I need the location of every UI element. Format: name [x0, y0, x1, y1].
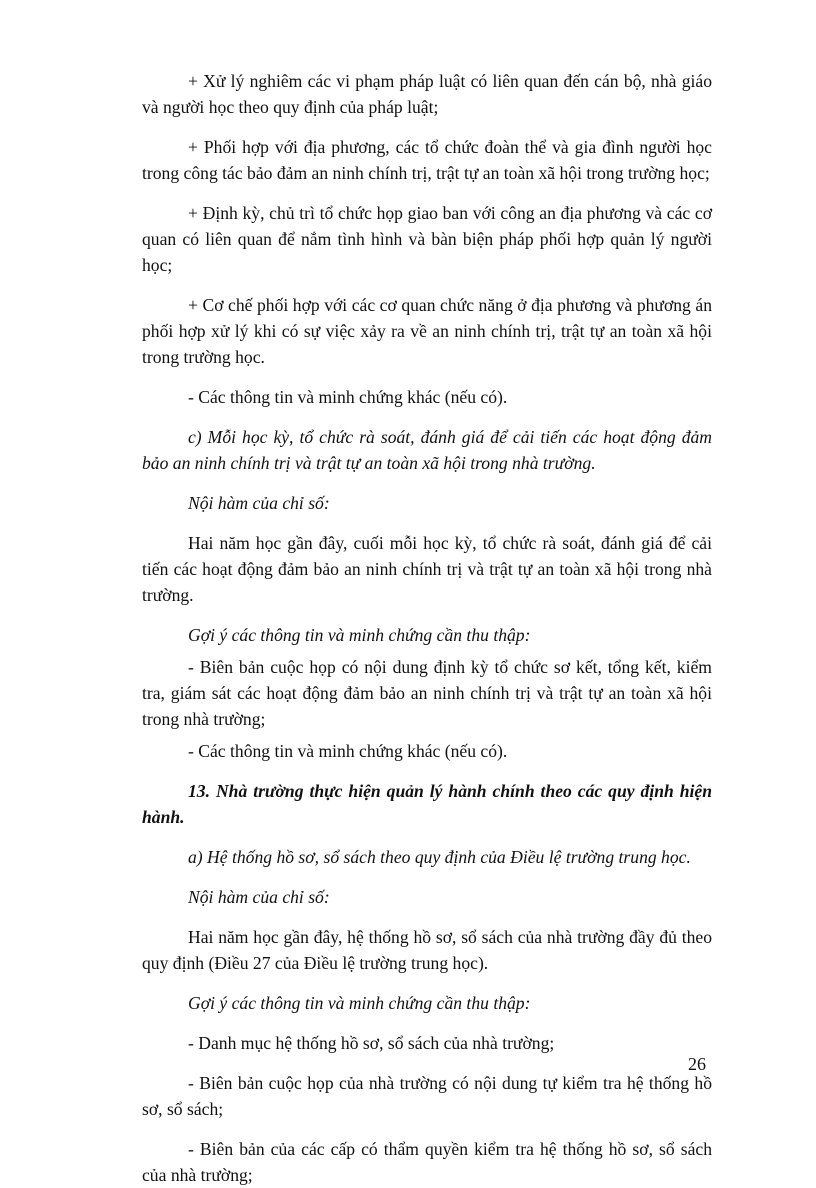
- criterion-c-heading: c) Mỗi học kỳ, tổ chức rà soát, đánh giá để cải tiến các hoạt động đảm bảo an ninh chính trị và trật tự an toàn xã hội trong nhà trường.: [142, 427, 712, 473]
- document-page: [142, 64, 712, 1188]
- paragraph-authority-inspection-minutes: - Biên bản của các cấp có thẩm quyền kiểm tra hệ thống hồ sơ, sổ sách của nhà trường;: [142, 1139, 712, 1185]
- paragraph-meeting-minutes: - Biên bản cuộc họp có nội dung định kỳ tổ chức sơ kết, tổng kết, kiểm tra, giám sát các hoạt động đảm bảo an ninh chính trị và trật tự an toàn xã hội trong nhà trường;: [142, 657, 712, 729]
- evidence-label-1: Gợi ý các thông tin và minh chứng cần thu thập:: [188, 625, 531, 645]
- paragraph-other-evidence-1: - Các thông tin và minh chứng khác (nếu có).: [188, 387, 508, 407]
- paragraph-records-list: - Danh mục hệ thống hồ sơ, sổ sách của nhà trường;: [188, 1033, 555, 1053]
- paragraph-coordination-mechanism: + Cơ chế phối hợp với các cơ quan chức năng ở địa phương và phương án phối hợp xử lý khi có sự việc xảy ra về an ninh chính trị, trật tự an toàn xã hội trong trường học.: [142, 295, 712, 367]
- paragraph-coordinate-locality: + Phối hợp với địa phương, các tổ chức đoàn thể và gia đình người học trong công tác bảo đảm an ninh chính trị, trật tự an toàn xã hội trong trường học;: [142, 137, 712, 183]
- paragraph-periodic-meetings: + Định kỳ, chủ trì tổ chức họp giao ban với công an địa phương và các cơ quan có liên quan để nắm tình hình và bàn biện pháp phối hợp quản lý người học;: [142, 203, 712, 275]
- scope-label-1: Nội hàm của chỉ số:: [188, 493, 330, 513]
- paragraph-other-evidence-2: - Các thông tin và minh chứng khác (nếu có).: [188, 741, 508, 761]
- section-13-heading: 13. Nhà trường thực hiện quản lý hành chính theo các quy định hiện hành.: [142, 781, 712, 827]
- scope-text-1: Hai năm học gần đây, cuối mỗi học kỳ, tổ chức rà soát, đánh giá để cải tiến các hoạt động đảm bảo an ninh chính trị và trật tự an toàn xã hội trong nhà trường.: [142, 533, 712, 605]
- evidence-label-2: Gợi ý các thông tin và minh chứng cần thu thập:: [188, 993, 531, 1013]
- scope-text-2: Hai năm học gần đây, hệ thống hồ sơ, sổ sách của nhà trường đầy đủ theo quy định (Điều 27 của Điều lệ trường trung học).: [142, 927, 712, 973]
- paragraph-handle-violations: + Xử lý nghiêm các vi phạm pháp luật có liên quan đến cán bộ, nhà giáo và người học theo quy định của pháp luật;: [142, 71, 712, 117]
- scope-label-2: Nội hàm của chỉ số:: [188, 887, 330, 907]
- paragraph-self-inspection-minutes: - Biên bản cuộc họp của nhà trường có nội dung tự kiểm tra hệ thống hồ sơ, sổ sách;: [142, 1073, 712, 1119]
- page-number: 26: [688, 1054, 706, 1074]
- criterion-a-heading: a) Hệ thống hồ sơ, sổ sách theo quy định của Điều lệ trường trung học.: [188, 847, 691, 867]
